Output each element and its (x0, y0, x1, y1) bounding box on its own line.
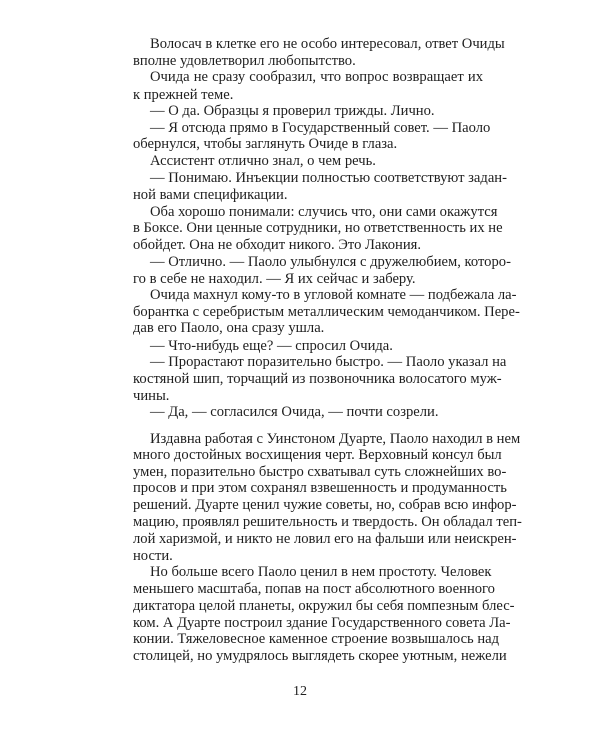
text-line: обойдет. Она не обходит никого. Это Лакония. (133, 237, 422, 253)
text-line: Оба хорошо понимали: случись что, они сами окажутся (150, 204, 498, 220)
text-line: вполне удовлетворил любопытство. (133, 53, 356, 69)
text-line: много достойных восхищения черт. Верховный консул был (133, 447, 502, 463)
text-line: ком. А Дуарте построил здание Государственного совета Ла- (133, 615, 511, 631)
text-line: Ассистент отлично знал, о чем речь. (150, 153, 376, 169)
text-line: мацию, проявлял решительность и твердость. Он обладал теп- (133, 514, 522, 530)
text-line: лой харизмой, и никто не ловил его на фальши или неискрен- (133, 531, 517, 547)
page-number: 12 (293, 684, 307, 699)
text-line: столицей, но умудрялось выглядеть скорее уютным, нежели (133, 648, 507, 664)
text-line: — Понимаю. Инъекции полностью соответствуют задан- (150, 170, 507, 186)
text-line: — Прорастают поразительно быстро. — Паоло указал на (150, 354, 507, 370)
text-line: костяной шип, торчащий из позвоночника волосатого муж- (133, 371, 502, 387)
text-line: ной вами спецификации. (133, 187, 288, 203)
text-line: решений. Дуарте ценил чужие советы, но, собрав всю инфор- (133, 497, 517, 513)
text-line: ности. (133, 548, 173, 564)
text-line: обернулся, чтобы заглянуть Очиде в глаза. (133, 136, 398, 152)
text-line: диктатора целой планеты, окружил бы себя помпезным блес- (133, 598, 515, 614)
text-line: борантка с серебристым металлическим чемоданчиком. Пере- (133, 304, 520, 320)
text-line: Волосач в клетке его не особо интересовал, ответ Очиды (150, 36, 505, 52)
text-line: — О да. Образцы я проверил трижды. Лично. (150, 103, 435, 119)
text-line: к прежней теме. (133, 87, 234, 103)
text-line: меньшего масштаба, попав на пост абсолютного военного (133, 581, 495, 597)
text-line: просов и при этом сохранял взвешенность и продуманность (133, 480, 507, 496)
text-line: Но больше всего Паоло ценил в нем простоту. Человек (150, 564, 492, 580)
text-line: го в себе не находил. — Я их сейчас и заберу. (133, 271, 416, 287)
text-line: — Отлично. — Паоло улыбнулся с дружелюбием, которо- (150, 254, 511, 270)
text-line: Очида махнул кому-то в угловой комнате — подбежала ла- (150, 287, 517, 303)
text-line: — Я отсюда прямо в Государственный совет. — Паоло (150, 120, 491, 136)
text-line: Издавна работая с Уинстоном Дуарте, Паоло находил в нем (150, 431, 521, 447)
text-line: чины. (133, 388, 170, 404)
text-line: умен, поразительно быстро схватывал суть сложнейших во- (133, 464, 507, 480)
text-line: — Что-нибудь еще? — спросил Очида. (150, 338, 393, 354)
text-line: — Да, — согласился Очида, — почти созрели. (150, 404, 439, 420)
text-line: конии. Тяжеловесное каменное строение возвышалось над (133, 631, 500, 647)
text-line: в Боксе. Они ценные сотрудники, но ответственность их не (133, 220, 503, 236)
text-line: Очида не сразу сообразил, что вопрос возвращает их (150, 69, 483, 85)
text-line: дав его Паоло, она сразу ушла. (133, 320, 325, 336)
